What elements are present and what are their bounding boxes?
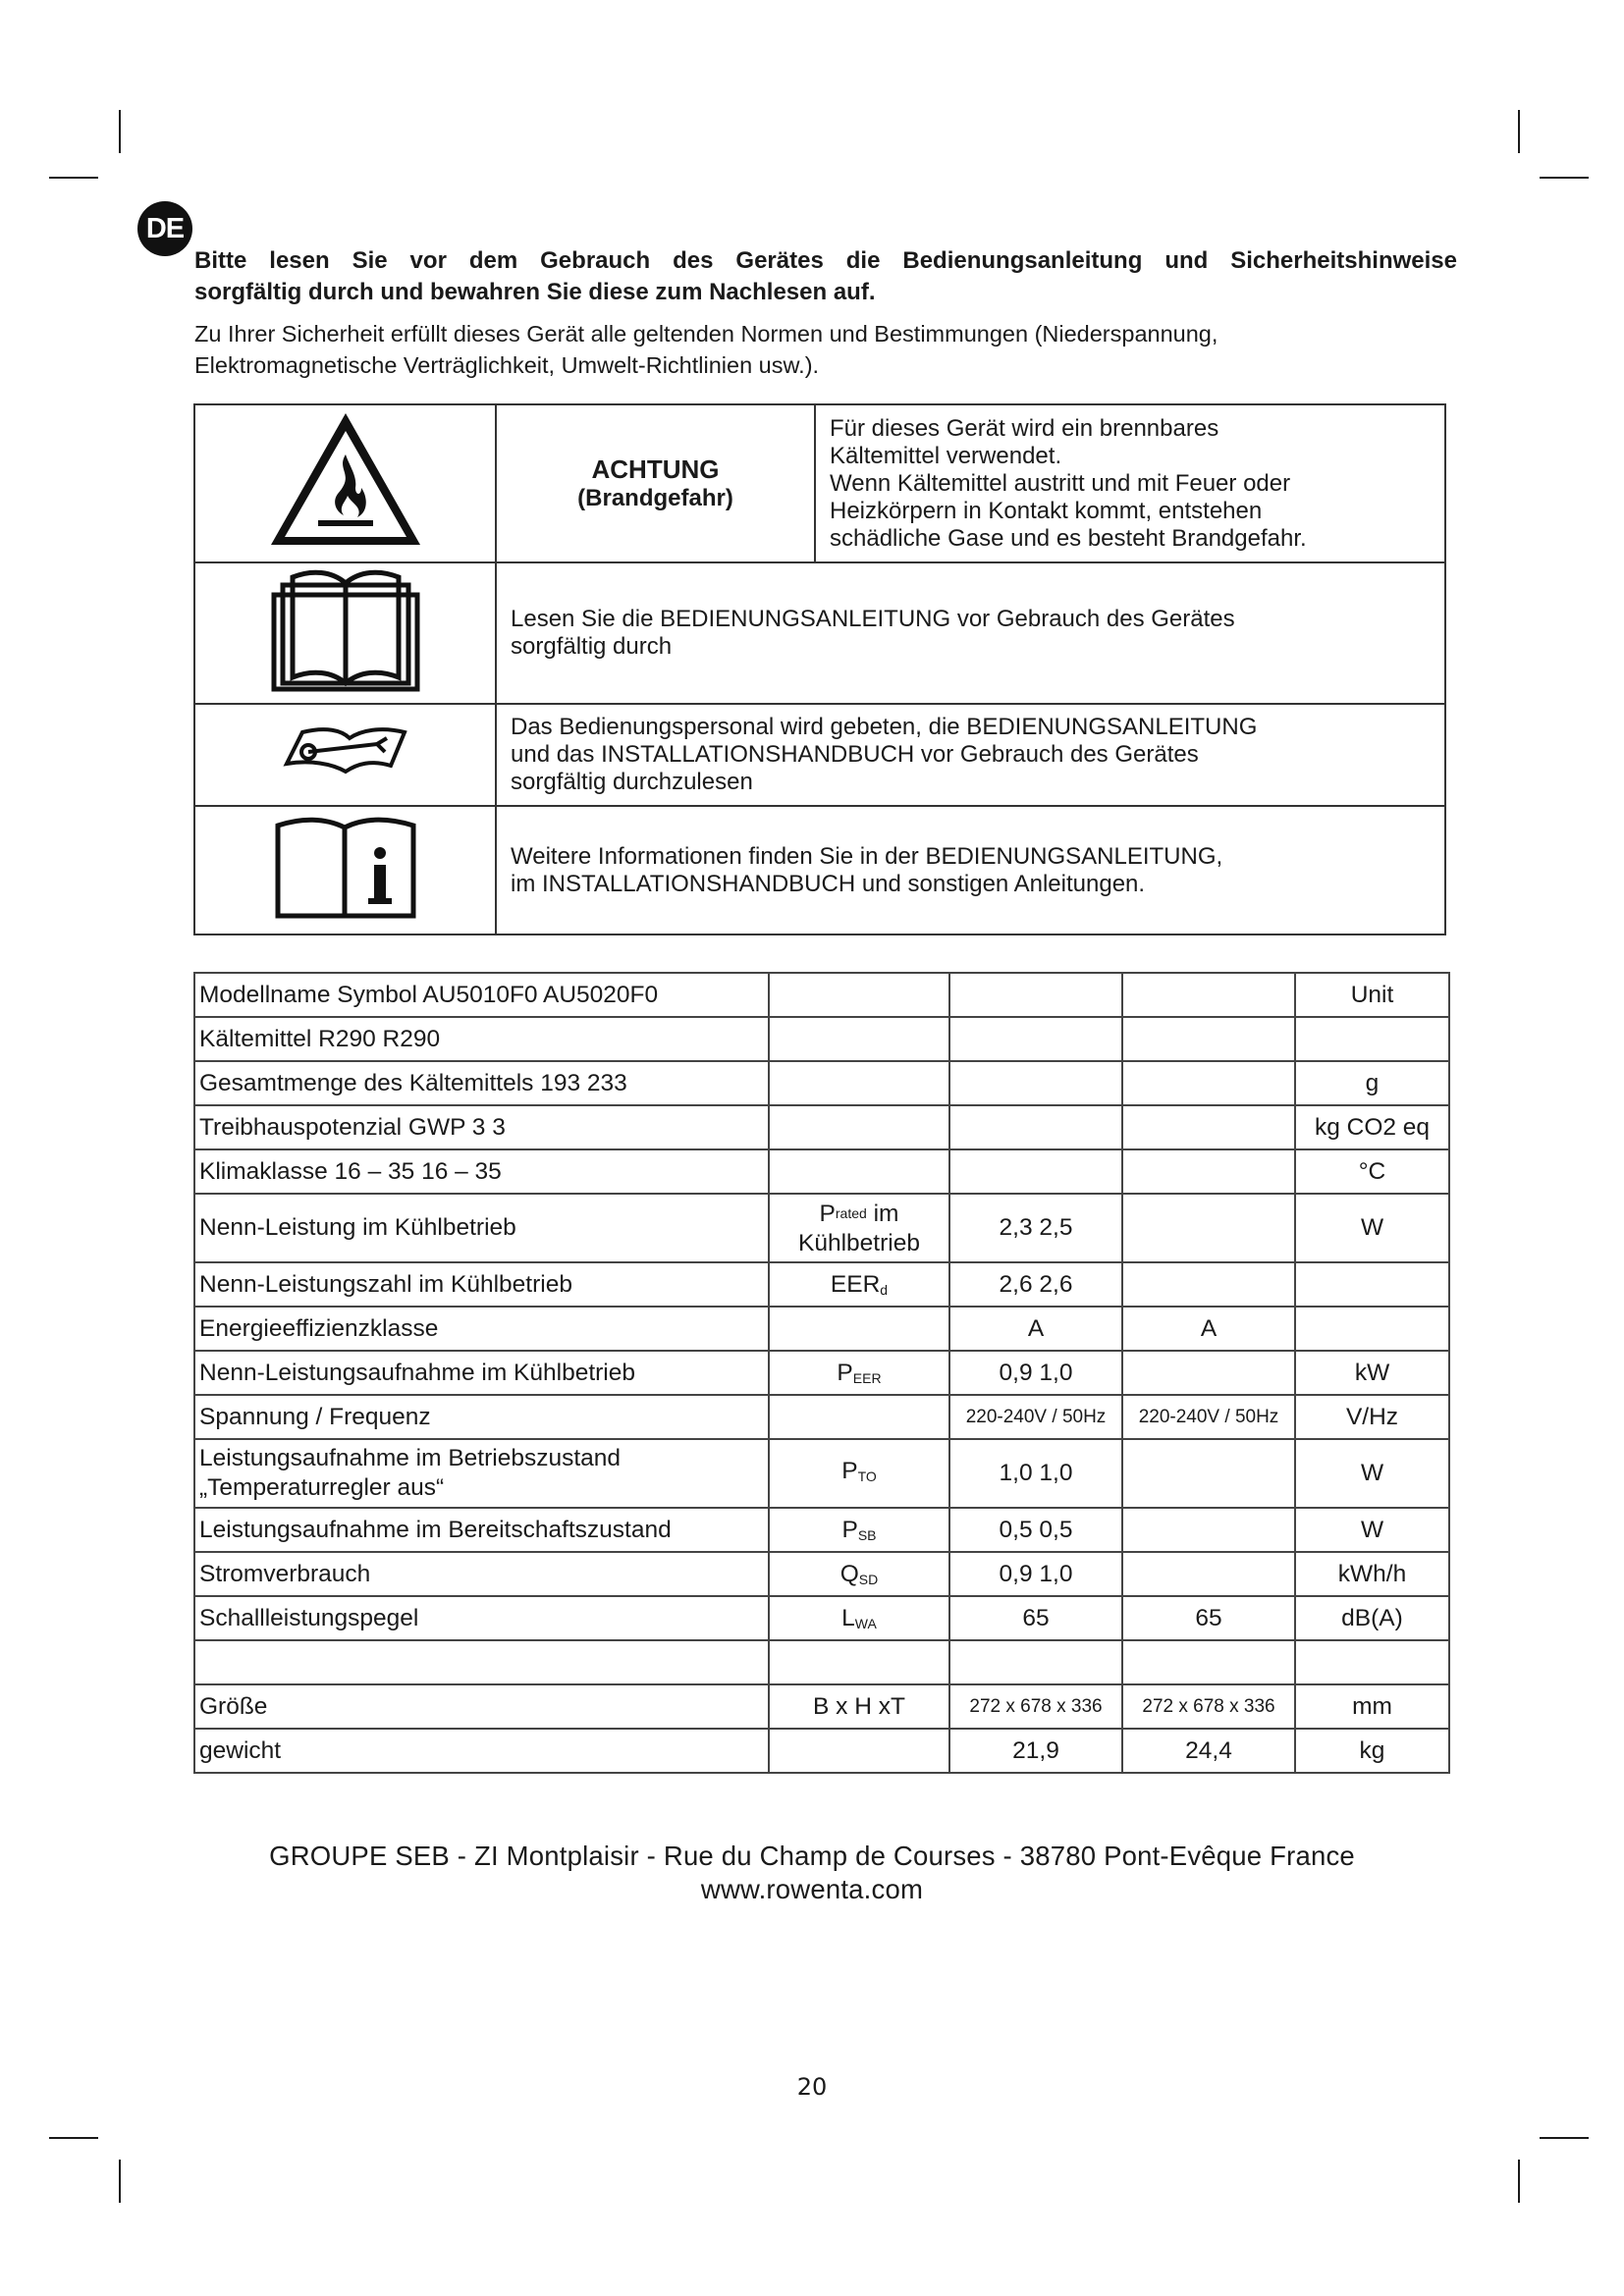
warning-line: Lesen Sie die BEDIENUNGSANLEITUNG vor Gebrauch des Gerätes [511, 606, 1235, 632]
table-row [194, 1395, 1449, 1439]
spec-value: 220-240V / 50Hz [949, 1395, 1122, 1439]
spec-label: Kältemittel R290 R290 [194, 1017, 769, 1061]
warning-line: Heizkörpern in Kontakt kommt, entstehen [830, 497, 1263, 524]
crop-mark [119, 110, 121, 153]
spec-value: 272 x 678 x 336 [1122, 1684, 1295, 1729]
spec-value: 272 x 678 x 336 [949, 1684, 1122, 1729]
spec-unit: kWh/h [1295, 1552, 1449, 1596]
spec-value: 24,4 [1122, 1729, 1295, 1773]
table-row [194, 1596, 1449, 1640]
table-row [194, 1061, 1449, 1105]
company-address: GROUPE SEB - ZI Montplaisir - Rue du Champ de Courses - 38780 Pont-Evêque France [269, 1841, 1355, 1871]
spec-label: Nenn-Leistungsaufnahme im Kühlbetrieb [194, 1351, 769, 1395]
spec-label: Größe [194, 1684, 769, 1729]
table-row [194, 1351, 1449, 1395]
warning-line: Das Bedienungspersonal wird gebeten, die BEDIENUNGSANLEITUNG [511, 714, 1258, 740]
spec-label: Schallleistungspegel [194, 1596, 769, 1640]
warning-row-service [194, 704, 1445, 806]
spec-unit: °C [1295, 1149, 1449, 1194]
spec-symbol: $P_{EER}$ [769, 1351, 949, 1395]
warning-line: sorgfältig durchzulesen [511, 769, 753, 795]
achtung-cell [496, 404, 815, 562]
spec-symbol: $EER_d$ [769, 1262, 949, 1307]
spec-table [193, 972, 1450, 1774]
spec-label: Gesamtmenge des Kältemittels 193 233 [194, 1061, 769, 1105]
manual-text [496, 562, 1445, 704]
spec-symbol: $P_{TO}$ [769, 1439, 949, 1508]
spec-value: 220-240V / 50Hz [1122, 1395, 1295, 1439]
table-row [194, 1105, 1449, 1149]
spec-symbol: $L_{WA}$ [769, 1596, 949, 1640]
warning-line: schädliche Gase und es besteht Brandgefahr. [830, 524, 1307, 552]
icon-cell [194, 404, 496, 562]
spec-label: Leistungsaufnahme im Betriebszustand „Temperaturregler aus“ [194, 1439, 769, 1508]
warning-line: sorgfältig durch [511, 633, 673, 660]
spec-unit: V/Hz [1295, 1395, 1449, 1439]
spec-unit: W [1295, 1194, 1449, 1262]
spec-label: Energieeffizienzklasse [194, 1307, 769, 1351]
spec-label: Leistungsaufnahme im Bereitschaftszustand [194, 1508, 769, 1552]
warning-line: Kältemittel verwendet. [830, 442, 1062, 469]
warning-row-fire [194, 404, 1445, 562]
footer [147, 1840, 1477, 1906]
info-manual-icon [272, 814, 419, 920]
intro-bold-line: Bitte lesen Sie vor dem Gebrauch des Gerätes die Bedienungsanleitung und Sicherheitshinweise [194, 247, 1457, 274]
spec-unit: kg CO2 eq [1295, 1105, 1449, 1149]
spec-value: 21,9 [949, 1729, 1122, 1773]
spec-label: Modellname Symbol AU5010F0 AU5020F0 [194, 973, 769, 1017]
service-text [496, 704, 1445, 806]
spec-value: 0,5 0,5 [949, 1508, 1122, 1552]
spec-unit [1295, 1017, 1449, 1061]
spec-label: gewicht [194, 1729, 769, 1773]
icon-cell [194, 806, 496, 934]
table-row [194, 1684, 1449, 1729]
spec-label: Spannung / Frequenz [194, 1395, 769, 1439]
spec-value: 2,3 2,5 [949, 1194, 1122, 1262]
spec-symbol: B x H xT [769, 1684, 949, 1729]
table-row [194, 1262, 1449, 1307]
spec-label: Stromverbrauch [194, 1552, 769, 1596]
spec-value: A [1122, 1307, 1295, 1351]
spec-label: Nenn-Leistung im Kühlbetrieb [194, 1194, 769, 1262]
operator-manual-icon [269, 565, 422, 695]
spec-symbol [769, 973, 949, 1017]
table-row [194, 1149, 1449, 1194]
spec-symbol: $P_{SB}$ [769, 1508, 949, 1552]
spec-unit: kg [1295, 1729, 1449, 1773]
achtung-title: ACHTUNG [591, 454, 720, 484]
spec-unit: g [1295, 1061, 1449, 1105]
spec-unit: dB(A) [1295, 1596, 1449, 1640]
table-row [194, 1508, 1449, 1552]
table-row [194, 1017, 1449, 1061]
spec-unit: kW [1295, 1351, 1449, 1395]
crop-mark [119, 2160, 121, 2203]
table-row [194, 1552, 1449, 1596]
crop-mark [1518, 110, 1520, 153]
spec-value: 65 [1122, 1596, 1295, 1640]
fire-warning-text [815, 404, 1445, 562]
crop-mark [1540, 177, 1589, 179]
spec-label: Treibhauspotenzial GWP 3 3 [194, 1105, 769, 1149]
spec-value: A [949, 1307, 1122, 1351]
intro-normal-line: Elektromagnetische Verträglichkeit, Umwelt-Richtlinien usw.). [194, 352, 820, 378]
service-manual-icon [279, 722, 412, 781]
language-badge: DE [137, 201, 192, 256]
spec-value: 0,9 1,0 [949, 1351, 1122, 1395]
intro-text [194, 245, 1457, 381]
warning-line: Weitere Informationen finden Sie in der BEDIENUNGSANLEITUNG, [511, 842, 1223, 870]
spec-unit: W [1295, 1508, 1449, 1552]
table-row [194, 973, 1449, 1017]
flammable-warning-icon [267, 409, 424, 551]
website-link[interactable]: www.rowenta.com [700, 1874, 924, 1904]
crop-mark [1540, 2137, 1589, 2139]
warning-line: Für dieses Gerät wird ein brennbares [830, 414, 1219, 442]
page-number: 20 [796, 2073, 828, 2101]
warning-line: im INSTALLATIONSHANDBUCH und sonstigen Anleitungen. [511, 870, 1146, 897]
table-row [194, 1194, 1449, 1262]
info-text [496, 806, 1445, 934]
spec-value [1122, 973, 1295, 1017]
spec-label: Klimaklasse 16 – 35 16 – 35 [194, 1149, 769, 1194]
icon-cell [194, 704, 496, 806]
intro-normal-line: Zu Ihrer Sicherheit erfüllt dieses Gerät alle geltenden Normen und Bestimmungen (Niederspannung, [194, 321, 1218, 347]
spec-unit: Unit [1295, 973, 1449, 1017]
table-row [194, 1640, 1449, 1684]
warning-row-info [194, 806, 1445, 934]
crop-mark [49, 177, 98, 179]
spec-value: 1,0 1,0 [949, 1439, 1122, 1508]
spec-value: 65 [949, 1596, 1122, 1640]
warning-line: und das INSTALLATIONSHANDBUCH vor Gebrauch des Gerätes [511, 741, 1199, 768]
warning-row-manual [194, 562, 1445, 704]
spec-unit: mm [1295, 1684, 1449, 1729]
table-row [194, 1729, 1449, 1773]
crop-mark [49, 2137, 98, 2139]
table-row [194, 1307, 1449, 1351]
crop-mark [1518, 2160, 1520, 2203]
spec-value [949, 973, 1122, 1017]
table-row [194, 1439, 1449, 1508]
spec-symbol: $Q_{SD}$ [769, 1552, 949, 1596]
spec-value: 2,6 2,6 [949, 1262, 1122, 1307]
icon-cell [194, 562, 496, 704]
intro-bold-line: sorgfältig durch und bewahren Sie diese zum Nachlesen auf. [194, 279, 876, 305]
safety-symbols-table [193, 403, 1446, 935]
spec-value: 0,9 1,0 [949, 1552, 1122, 1596]
spec-label: Nenn-Leistungszahl im Kühlbetrieb [194, 1262, 769, 1307]
warning-line: Wenn Kältemittel austritt und mit Feuer oder [830, 469, 1291, 497]
spec-symbol: Prated im Kühlbetrieb [769, 1194, 949, 1262]
achtung-subtitle: (Brandgefahr) [577, 484, 733, 511]
spec-unit: W [1295, 1439, 1449, 1508]
